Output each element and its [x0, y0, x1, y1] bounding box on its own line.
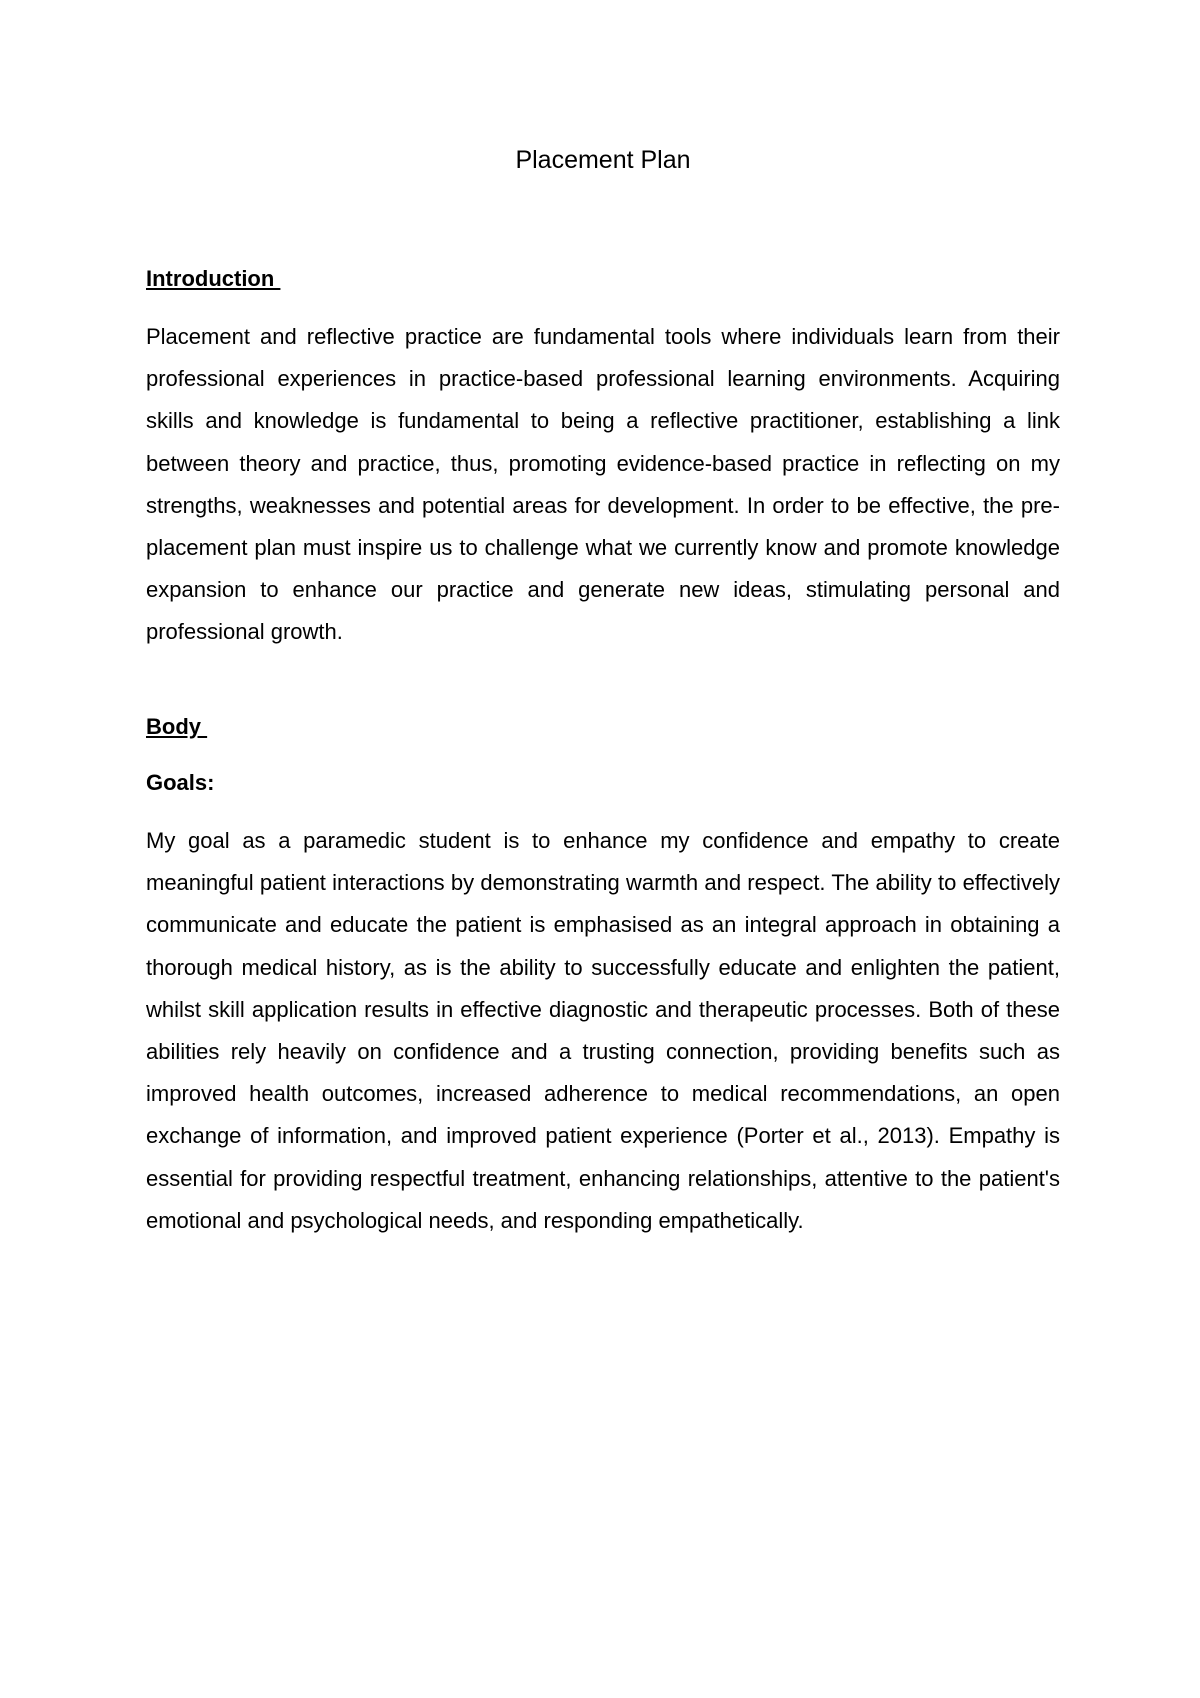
document-title: Placement Plan: [515, 146, 691, 174]
body-heading: Body: [146, 714, 208, 739]
introduction-paragraph: Placement and reflective practice are fundamental tools where individuals learn from their professional experiences in practice-based professional learning environments. Acquiring skills and knowledge is fundamental to being a reflective practitioner, establishing a link between theory and practice, thus, promoting evidence-based practice in reflecting on my strengths, weaknesses and potential areas for development. In order to be effective, the pre-placement plan must inspire us to challenge what we currently know and promote knowledge expansion to enhance our practice and generate new ideas, stimulating personal and professional growth.: [146, 324, 1060, 645]
goals-paragraph: My goal as a paramedic student is to enhance my confidence and empathy to create meaningful patient interactions by demonstrating warmth and respect. The ability to effectively communicate and educate the patient is emphasised as an integral approach in obtaining a thorough medical history, as is the ability to successfully educate and enlighten the patient, whilst skill application results in effective diagnostic and therapeutic processes. Both of these abilities rely heavily on confidence and a trusting connection, providing benefits such as improved health outcomes, increased adherence to medical recommendations, an open exchange of information, and improved patient experience (Porter et al., 2013). Empathy is essential for providing respectful treatment, enhancing relationships, attentive to the patient's emotional and psychological needs, and responding empathetically.: [146, 828, 1060, 1233]
goals-heading: Goals:: [146, 770, 215, 795]
introduction-heading: Introduction: [146, 266, 281, 291]
